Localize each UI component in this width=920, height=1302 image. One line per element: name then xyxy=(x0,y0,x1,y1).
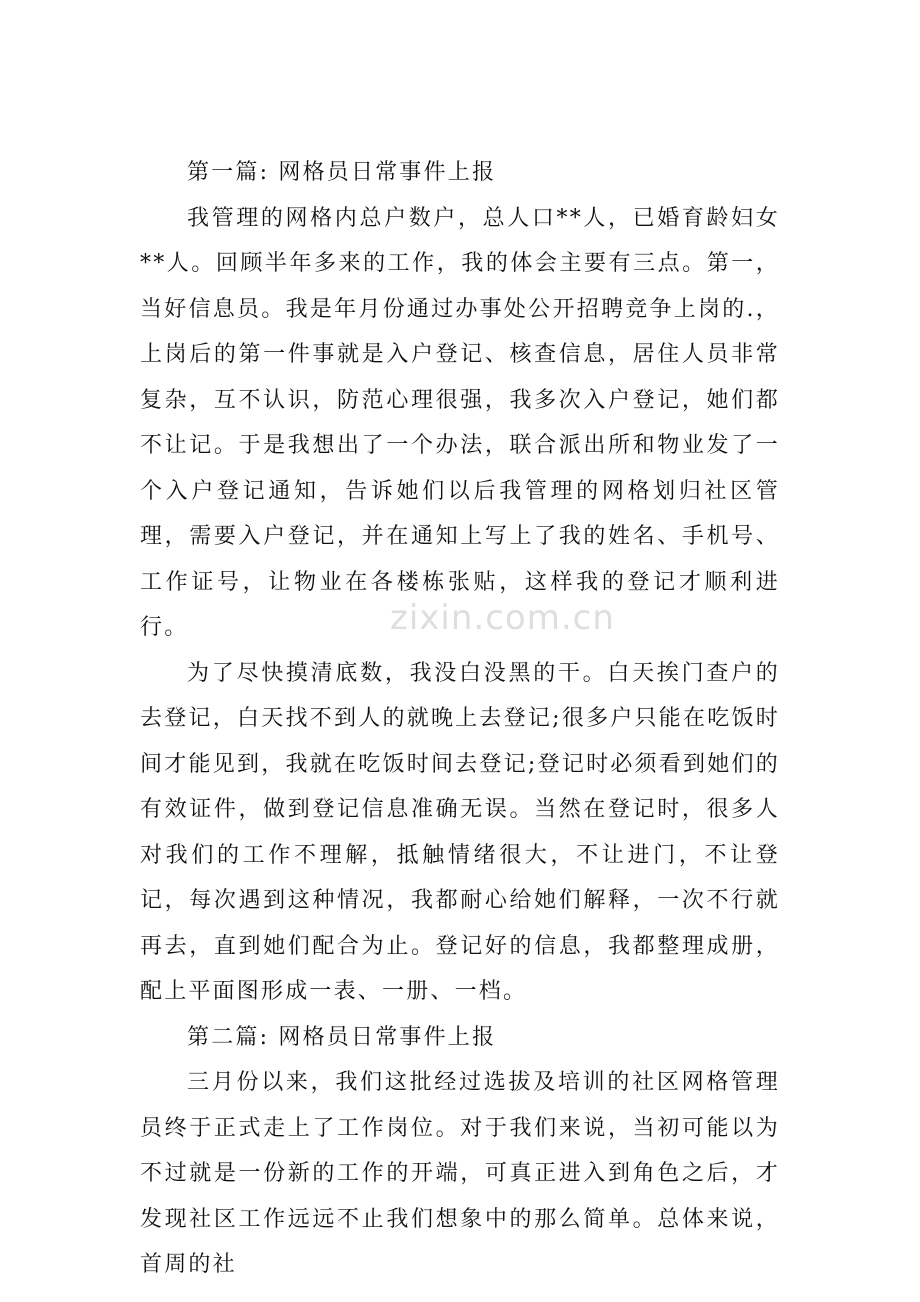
section-2-heading: 第二篇: 网格员日常事件上报 xyxy=(187,1024,497,1050)
section-1-paragraph-2: 为了尽快摸清底数，我没白没黑的干。白天挨门查户的去登记，白天找不到人的就晚上去登记;很多户只能在吃饭时间才能见到，我就在吃饭时间去登记;登记时必须看到她们的有效证件，做到登记信息准确无误。当然在登记时，很多人对我们的工作不理解，抵触情绪很大，不让进门，不让登记，每次遇到这种情况，我都耐心给她们解释，一次不行就再去，直到她们配合为止。登记好的信息，我都整理成册，配上平面图形成一表、一册、一档。 xyxy=(140,660,780,1004)
section-1-heading: 第一篇: 网格员日常事件上报 xyxy=(187,160,497,185)
section-1-paragraph-1: 我管理的网格内总户数户，总人口**人，已婚育龄妇女**人。回顾半年多来的工作，我的体会主要有三点。第一，当好信息员。我是年月份通过办事处公开招聘竞争上岗的.，上岗后的第一件事就是入户登记、核查信息，居住人员非常复杂，互不认识，防范心理很强，我多次入户登记，她们都不让记。于是我想出了一个办法，联合派出所和物业发了一个入户登记通知，告诉她们以后我管理的网格划归社区管理，需要入户登记，并在通知上写上了我的姓名、手机号、工作证号，让物业在各楼栋张贴，这样我的登记才顺利进行。 xyxy=(140,205,780,640)
document-body xyxy=(140,150,780,1288)
watermark: zixin.com.cn xyxy=(390,598,615,638)
section-2-paragraph-1: 三月份以来，我们这批经过选拔及培训的社区网格管理员终于正式走上了工作岗位。对于我们来说，当初可能以为不过就是一份新的工作的开端，可真正进入到角色之后，才发现社区工作远远不止我们想象中的那么简单。总体来说，首周的社 xyxy=(140,1070,780,1277)
